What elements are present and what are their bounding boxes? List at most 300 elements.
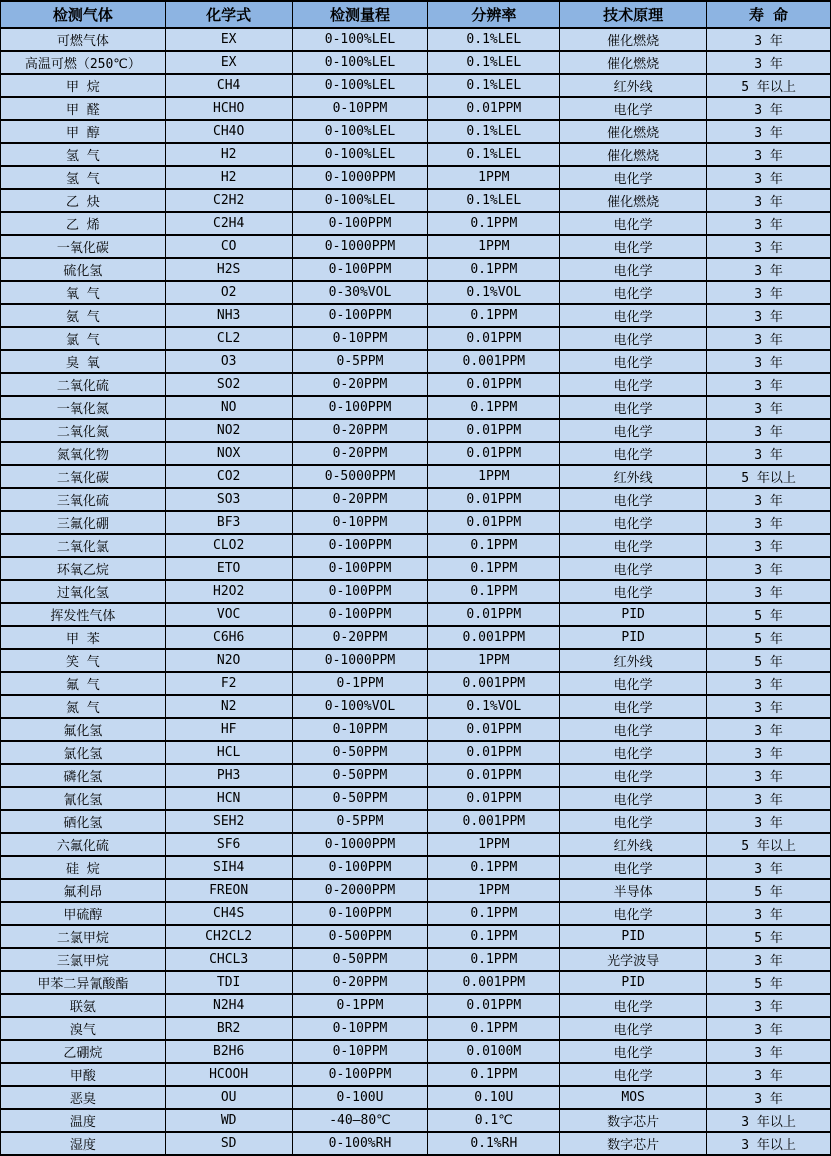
cell-chemical-formula: TDI (165, 971, 292, 994)
cell-resolution: 0.1PPM (428, 856, 560, 879)
cell-technology: 电化学 (560, 557, 707, 580)
cell-gas-name: 硅 烷 (1, 856, 166, 879)
cell-lifespan: 3 年 (707, 28, 831, 51)
cell-gas-name: 一氧化碳 (1, 235, 166, 258)
cell-detection-range: 0-10PPM (292, 97, 428, 120)
cell-chemical-formula: CH2CL2 (165, 925, 292, 948)
cell-technology: 电化学 (560, 97, 707, 120)
cell-gas-name: 臭 氧 (1, 350, 166, 373)
cell-resolution: 0.01PPM (428, 741, 560, 764)
cell-detection-range: 0-20PPM (292, 419, 428, 442)
cell-chemical-formula: BF3 (165, 511, 292, 534)
cell-resolution: 1PPM (428, 235, 560, 258)
cell-chemical-formula: SD (165, 1132, 292, 1155)
table-row (1, 235, 831, 258)
cell-technology: 电化学 (560, 488, 707, 511)
cell-detection-range: 0-1000PPM (292, 235, 428, 258)
cell-technology: 电化学 (560, 235, 707, 258)
cell-gas-name: 二氯甲烷 (1, 925, 166, 948)
table-row (1, 810, 831, 833)
cell-resolution: 0.1PPM (428, 948, 560, 971)
cell-lifespan: 3 年 (707, 143, 831, 166)
header-gas-name: 检测气体 (1, 1, 166, 28)
cell-detection-range: 0-100PPM (292, 603, 428, 626)
cell-detection-range: 0-100PPM (292, 580, 428, 603)
cell-technology: MOS (560, 1086, 707, 1109)
table-row (1, 948, 831, 971)
cell-chemical-formula: CO2 (165, 465, 292, 488)
cell-technology: 电化学 (560, 258, 707, 281)
cell-chemical-formula: CH4S (165, 902, 292, 925)
cell-gas-name: 甲硫醇 (1, 902, 166, 925)
cell-resolution: 0.1PPM (428, 534, 560, 557)
cell-lifespan: 5 年以上 (707, 833, 831, 856)
cell-chemical-formula: HCHO (165, 97, 292, 120)
cell-resolution: 0.1%LEL (428, 143, 560, 166)
table-row (1, 304, 831, 327)
cell-resolution: 0.01PPM (428, 511, 560, 534)
cell-technology: 电化学 (560, 1063, 707, 1086)
cell-technology: 催化燃烧 (560, 143, 707, 166)
cell-gas-name: 氢 气 (1, 143, 166, 166)
cell-gas-name: 硫化氢 (1, 258, 166, 281)
table-row (1, 212, 831, 235)
cell-chemical-formula: CHCL3 (165, 948, 292, 971)
cell-gas-name: 氮 气 (1, 695, 166, 718)
header-technology: 技术原理 (560, 1, 707, 28)
cell-gas-name: 氰化氢 (1, 787, 166, 810)
cell-chemical-formula: H2 (165, 143, 292, 166)
cell-detection-range: 0-1000PPM (292, 166, 428, 189)
cell-resolution: 0.01PPM (428, 327, 560, 350)
cell-resolution: 0.001PPM (428, 626, 560, 649)
cell-lifespan: 3 年 (707, 994, 831, 1017)
cell-detection-range: 0-10PPM (292, 327, 428, 350)
cell-chemical-formula: OU (165, 1086, 292, 1109)
cell-technology: 电化学 (560, 1040, 707, 1063)
cell-lifespan: 3 年 (707, 741, 831, 764)
cell-detection-range: 0-10PPM (292, 511, 428, 534)
cell-resolution: 0.1PPM (428, 258, 560, 281)
cell-chemical-formula: CLO2 (165, 534, 292, 557)
table-row (1, 373, 831, 396)
cell-resolution: 0.01PPM (428, 442, 560, 465)
cell-technology: 催化燃烧 (560, 51, 707, 74)
cell-chemical-formula: H2O2 (165, 580, 292, 603)
table-row (1, 603, 831, 626)
cell-detection-range: 0-20PPM (292, 488, 428, 511)
cell-technology: 电化学 (560, 419, 707, 442)
cell-gas-name: 温度 (1, 1109, 166, 1132)
cell-resolution: 0.1%LEL (428, 74, 560, 97)
cell-gas-name: 甲酸 (1, 1063, 166, 1086)
cell-technology: 电化学 (560, 396, 707, 419)
cell-technology: PID (560, 603, 707, 626)
cell-detection-range: 0-5PPM (292, 350, 428, 373)
cell-lifespan: 3 年 (707, 189, 831, 212)
cell-resolution: 0.1PPM (428, 902, 560, 925)
cell-chemical-formula: HF (165, 718, 292, 741)
cell-lifespan: 5 年以上 (707, 465, 831, 488)
cell-lifespan: 3 年 (707, 212, 831, 235)
table-row (1, 580, 831, 603)
cell-technology: PID (560, 925, 707, 948)
table-row (1, 350, 831, 373)
cell-lifespan: 5 年 (707, 603, 831, 626)
cell-resolution: 0.001PPM (428, 672, 560, 695)
cell-technology: 催化燃烧 (560, 189, 707, 212)
cell-chemical-formula: SEH2 (165, 810, 292, 833)
cell-technology: 电化学 (560, 718, 707, 741)
table-row (1, 28, 831, 51)
table-row (1, 488, 831, 511)
cell-technology: 催化燃烧 (560, 120, 707, 143)
cell-resolution: 0.01PPM (428, 603, 560, 626)
cell-resolution: 0.1%LEL (428, 51, 560, 74)
cell-lifespan: 3 年 (707, 235, 831, 258)
cell-technology: 数字芯片 (560, 1109, 707, 1132)
cell-gas-name: 氮氧化物 (1, 442, 166, 465)
cell-lifespan: 3 年 (707, 810, 831, 833)
table-row (1, 764, 831, 787)
table-row (1, 787, 831, 810)
table-row (1, 1040, 831, 1063)
cell-lifespan: 3 年 (707, 672, 831, 695)
table-row (1, 97, 831, 120)
cell-lifespan: 3 年 (707, 511, 831, 534)
cell-chemical-formula: CL2 (165, 327, 292, 350)
cell-chemical-formula: HCN (165, 787, 292, 810)
cell-chemical-formula: H2 (165, 166, 292, 189)
table-row (1, 51, 831, 74)
cell-gas-name: 氢 气 (1, 166, 166, 189)
cell-resolution: 1PPM (428, 166, 560, 189)
cell-detection-range: 0-100PPM (292, 258, 428, 281)
cell-chemical-formula: B2H6 (165, 1040, 292, 1063)
table-row (1, 258, 831, 281)
table-row (1, 741, 831, 764)
cell-gas-name: 联氨 (1, 994, 166, 1017)
cell-lifespan: 3 年 (707, 534, 831, 557)
cell-gas-name: 可燃气体 (1, 28, 166, 51)
cell-resolution: 0.01PPM (428, 787, 560, 810)
table-row (1, 833, 831, 856)
cell-detection-range: 0-20PPM (292, 971, 428, 994)
cell-technology: 红外线 (560, 74, 707, 97)
cell-lifespan: 3 年 (707, 948, 831, 971)
cell-resolution: 0.01PPM (428, 97, 560, 120)
table-body (1, 28, 831, 1155)
cell-technology: 电化学 (560, 856, 707, 879)
cell-chemical-formula: N2O (165, 649, 292, 672)
cell-technology: 电化学 (560, 373, 707, 396)
cell-resolution: 0.01PPM (428, 373, 560, 396)
cell-chemical-formula: H2S (165, 258, 292, 281)
cell-resolution: 1PPM (428, 649, 560, 672)
table-row (1, 189, 831, 212)
cell-resolution: 1PPM (428, 465, 560, 488)
table-row (1, 1109, 831, 1132)
cell-resolution: 0.1%VOL (428, 695, 560, 718)
cell-lifespan: 3 年 (707, 1017, 831, 1040)
cell-detection-range: 0-100PPM (292, 902, 428, 925)
cell-resolution: 0.1PPM (428, 396, 560, 419)
cell-detection-range: 0-1000PPM (292, 649, 428, 672)
cell-chemical-formula: N2H4 (165, 994, 292, 1017)
cell-lifespan: 3 年 (707, 442, 831, 465)
table-row (1, 672, 831, 695)
table-row (1, 626, 831, 649)
cell-technology: 催化燃烧 (560, 28, 707, 51)
cell-gas-name: 过氧化氢 (1, 580, 166, 603)
cell-lifespan: 3 年 (707, 51, 831, 74)
table-row (1, 718, 831, 741)
cell-technology: 电化学 (560, 350, 707, 373)
cell-resolution: 0.01PPM (428, 419, 560, 442)
cell-lifespan: 3 年 (707, 396, 831, 419)
table-row (1, 1132, 831, 1155)
cell-gas-name: 二氧化硫 (1, 373, 166, 396)
cell-gas-name: 甲 苯 (1, 626, 166, 649)
cell-resolution: 0.1PPM (428, 1017, 560, 1040)
cell-lifespan: 3 年 (707, 304, 831, 327)
cell-gas-name: 硒化氢 (1, 810, 166, 833)
table-row (1, 143, 831, 166)
cell-lifespan: 3 年 (707, 856, 831, 879)
cell-chemical-formula: EX (165, 51, 292, 74)
cell-resolution: 0.001PPM (428, 350, 560, 373)
cell-resolution: 0.1%LEL (428, 28, 560, 51)
table-row (1, 419, 831, 442)
cell-chemical-formula: N2 (165, 695, 292, 718)
cell-resolution: 1PPM (428, 879, 560, 902)
cell-detection-range: 0-100PPM (292, 534, 428, 557)
cell-chemical-formula: SIH4 (165, 856, 292, 879)
cell-chemical-formula: C2H2 (165, 189, 292, 212)
cell-gas-name: 乙 烯 (1, 212, 166, 235)
cell-gas-name: 溴气 (1, 1017, 166, 1040)
cell-gas-name: 二氧化碳 (1, 465, 166, 488)
table-row (1, 925, 831, 948)
cell-technology: 光学波导 (560, 948, 707, 971)
cell-detection-range: 0-5PPM (292, 810, 428, 833)
cell-lifespan: 3 年 (707, 695, 831, 718)
cell-detection-range: 0-20PPM (292, 626, 428, 649)
table-row (1, 281, 831, 304)
cell-chemical-formula: HCL (165, 741, 292, 764)
cell-detection-range: 0-2000PPM (292, 879, 428, 902)
cell-gas-name: 氟化氢 (1, 718, 166, 741)
cell-lifespan: 3 年以上 (707, 1109, 831, 1132)
cell-lifespan: 3 年 (707, 787, 831, 810)
cell-detection-range: -40—80℃ (292, 1109, 428, 1132)
cell-chemical-formula: HCOOH (165, 1063, 292, 1086)
header-resolution: 分辨率 (428, 1, 560, 28)
cell-resolution: 0.01PPM (428, 994, 560, 1017)
cell-detection-range: 0-50PPM (292, 787, 428, 810)
cell-gas-name: 恶臭 (1, 1086, 166, 1109)
cell-technology: 电化学 (560, 672, 707, 695)
cell-gas-name: 磷化氢 (1, 764, 166, 787)
cell-technology: 电化学 (560, 741, 707, 764)
cell-detection-range: 0-100PPM (292, 1063, 428, 1086)
cell-detection-range: 0-100PPM (292, 856, 428, 879)
cell-gas-name: 二氧化氯 (1, 534, 166, 557)
cell-detection-range: 0-10PPM (292, 718, 428, 741)
table-row (1, 1086, 831, 1109)
cell-resolution: 0.1PPM (428, 580, 560, 603)
cell-chemical-formula: F2 (165, 672, 292, 695)
cell-detection-range: 0-500PPM (292, 925, 428, 948)
cell-lifespan: 5 年以上 (707, 74, 831, 97)
cell-gas-name: 六氟化硫 (1, 833, 166, 856)
cell-lifespan: 3 年 (707, 97, 831, 120)
cell-chemical-formula: NOX (165, 442, 292, 465)
cell-lifespan: 3 年 (707, 281, 831, 304)
cell-gas-name: 乙 炔 (1, 189, 166, 212)
cell-technology: 电化学 (560, 442, 707, 465)
cell-detection-range: 0-1PPM (292, 994, 428, 1017)
cell-detection-range: 0-100PPM (292, 304, 428, 327)
cell-chemical-formula: VOC (165, 603, 292, 626)
cell-lifespan: 5 年 (707, 626, 831, 649)
cell-resolution: 0.01PPM (428, 488, 560, 511)
cell-chemical-formula: C2H4 (165, 212, 292, 235)
cell-resolution: 0.1%VOL (428, 281, 560, 304)
cell-chemical-formula: NO2 (165, 419, 292, 442)
cell-detection-range: 0-5000PPM (292, 465, 428, 488)
cell-lifespan: 5 年 (707, 879, 831, 902)
cell-gas-name: 甲 醇 (1, 120, 166, 143)
cell-resolution: 0.0100M (428, 1040, 560, 1063)
cell-gas-name: 氧 气 (1, 281, 166, 304)
cell-gas-name: 甲 醛 (1, 97, 166, 120)
cell-technology: PID (560, 626, 707, 649)
cell-detection-range: 0-100%LEL (292, 74, 428, 97)
cell-lifespan: 3 年 (707, 1086, 831, 1109)
cell-lifespan: 3 年 (707, 373, 831, 396)
cell-resolution: 0.01PPM (428, 718, 560, 741)
cell-chemical-formula: BR2 (165, 1017, 292, 1040)
cell-gas-name: 三氯甲烷 (1, 948, 166, 971)
cell-resolution: 1PPM (428, 833, 560, 856)
cell-technology: 红外线 (560, 649, 707, 672)
cell-resolution: 0.10U (428, 1086, 560, 1109)
cell-detection-range: 0-50PPM (292, 948, 428, 971)
cell-gas-name: 氨 气 (1, 304, 166, 327)
table-row (1, 1017, 831, 1040)
cell-chemical-formula: O3 (165, 350, 292, 373)
cell-detection-range: 0-20PPM (292, 442, 428, 465)
cell-lifespan: 3 年 (707, 166, 831, 189)
table-row (1, 511, 831, 534)
cell-lifespan: 3 年 (707, 1040, 831, 1063)
cell-gas-name: 一氧化氮 (1, 396, 166, 419)
cell-gas-name: 湿度 (1, 1132, 166, 1155)
cell-lifespan: 3 年 (707, 557, 831, 580)
table-row (1, 695, 831, 718)
cell-technology: 电化学 (560, 580, 707, 603)
cell-resolution: 0.1%LEL (428, 189, 560, 212)
cell-technology: 半导体 (560, 879, 707, 902)
header-chemical-formula: 化学式 (165, 1, 292, 28)
cell-gas-name: 三氟化硼 (1, 511, 166, 534)
table-row (1, 166, 831, 189)
cell-gas-name: 氯化氢 (1, 741, 166, 764)
cell-detection-range: 0-100%LEL (292, 189, 428, 212)
table-row (1, 557, 831, 580)
cell-detection-range: 0-100PPM (292, 557, 428, 580)
cell-gas-name: 甲苯二异氰酸酯 (1, 971, 166, 994)
cell-resolution: 0.001PPM (428, 810, 560, 833)
cell-chemical-formula: SO3 (165, 488, 292, 511)
cell-chemical-formula: C6H6 (165, 626, 292, 649)
cell-gas-name: 笑 气 (1, 649, 166, 672)
cell-resolution: 0.1PPM (428, 1063, 560, 1086)
cell-chemical-formula: NH3 (165, 304, 292, 327)
table-row (1, 442, 831, 465)
cell-detection-range: 0-10PPM (292, 1040, 428, 1063)
cell-technology: 电化学 (560, 994, 707, 1017)
cell-technology: 红外线 (560, 465, 707, 488)
table-row (1, 879, 831, 902)
cell-technology: 电化学 (560, 281, 707, 304)
cell-lifespan: 5 年 (707, 649, 831, 672)
cell-detection-range: 0-100%RH (292, 1132, 428, 1155)
cell-gas-name: 乙硼烷 (1, 1040, 166, 1063)
cell-chemical-formula: NO (165, 396, 292, 419)
cell-chemical-formula: CH4 (165, 74, 292, 97)
cell-resolution: 0.001PPM (428, 971, 560, 994)
cell-technology: 电化学 (560, 902, 707, 925)
cell-detection-range: 0-100%VOL (292, 695, 428, 718)
cell-lifespan: 3 年 (707, 258, 831, 281)
cell-chemical-formula: EX (165, 28, 292, 51)
cell-lifespan: 3 年 (707, 1063, 831, 1086)
cell-detection-range: 0-100PPM (292, 212, 428, 235)
table-row (1, 534, 831, 557)
cell-technology: 电化学 (560, 810, 707, 833)
cell-resolution: 0.1℃ (428, 1109, 560, 1132)
cell-chemical-formula: FREON (165, 879, 292, 902)
cell-resolution: 0.1%LEL (428, 120, 560, 143)
cell-technology: 电化学 (560, 695, 707, 718)
cell-lifespan: 3 年 (707, 350, 831, 373)
cell-lifespan: 5 年 (707, 971, 831, 994)
cell-technology: 电化学 (560, 764, 707, 787)
header-lifespan: 寿 命 (707, 1, 831, 28)
table-row (1, 396, 831, 419)
cell-lifespan: 3 年 (707, 120, 831, 143)
cell-resolution: 0.1%RH (428, 1132, 560, 1155)
cell-technology: 电化学 (560, 304, 707, 327)
cell-lifespan: 3 年 (707, 488, 831, 511)
cell-technology: PID (560, 971, 707, 994)
cell-technology: 电化学 (560, 166, 707, 189)
table-row (1, 971, 831, 994)
table-row (1, 120, 831, 143)
cell-gas-name: 二氧化氮 (1, 419, 166, 442)
cell-resolution: 0.1PPM (428, 557, 560, 580)
cell-detection-range: 0-50PPM (292, 764, 428, 787)
cell-gas-name: 甲 烷 (1, 74, 166, 97)
table-row (1, 902, 831, 925)
cell-technology: 电化学 (560, 327, 707, 350)
cell-chemical-formula: O2 (165, 281, 292, 304)
cell-technology: 电化学 (560, 511, 707, 534)
cell-detection-range: 0-50PPM (292, 741, 428, 764)
header-row (1, 1, 831, 28)
